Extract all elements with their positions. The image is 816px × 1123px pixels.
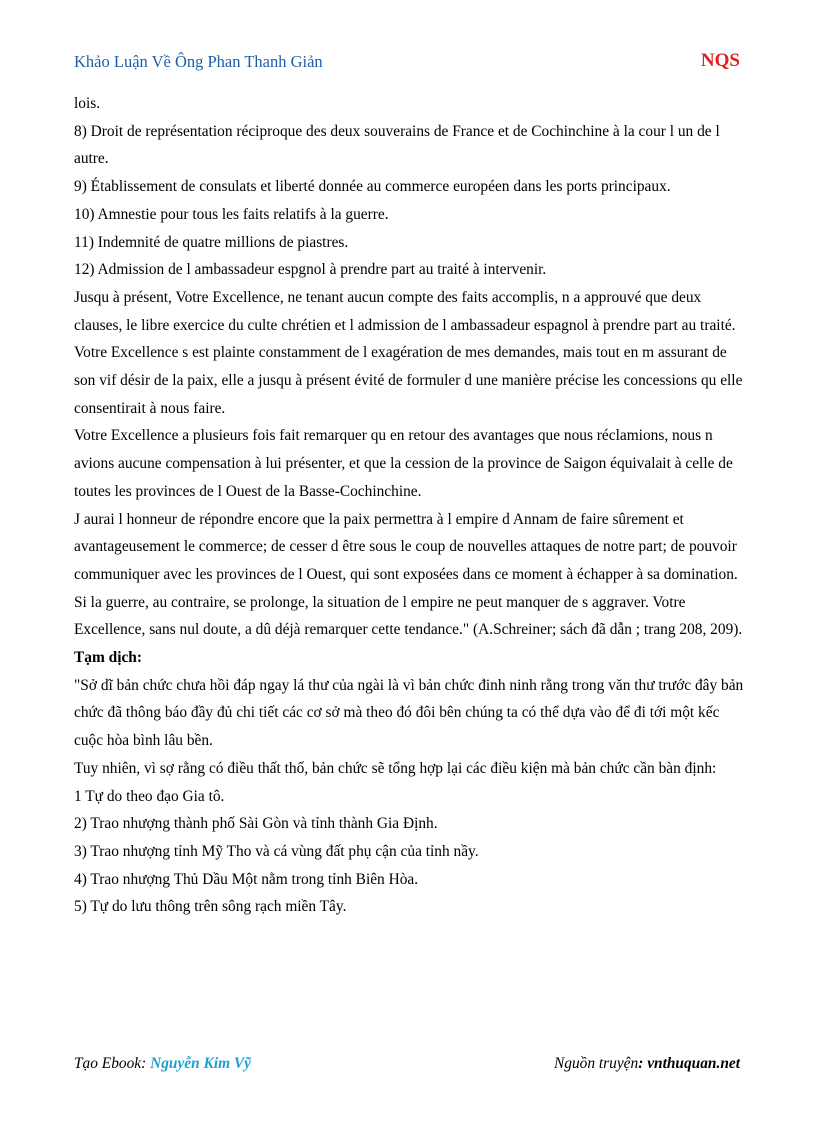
paragraph: 11) Indemnité de quatre millions de piastres. [74,233,349,251]
translation-paragraph: 2) Trao nhượng thành phố Sài Gòn và tỉnh thành Gia Định. [74,815,438,833]
footer-source-site: vnthuquan.net [647,1055,740,1072]
translation-paragraph: 1 Tự do theo đạo Gia tô. [74,787,225,805]
footer-source-separator: : [638,1055,648,1072]
footer-ebook-author: Nguyễn Kim Vỹ [150,1055,252,1072]
paragraph: Jusqu à présent, Votre Excellence, ne tenant aucun compte des faits accomplis, n a approuvé que deux clauses, le libre exercice du culte chrétien et l admission de l ambassadeur espagnol à prendre part au traité. [74,288,736,334]
footer-ebook-separator: : [141,1055,151,1072]
translation-paragraph: 3) Trao nhượng tỉnh Mỹ Tho và cá vùng đất phụ cận của tỉnh nầy. [74,842,479,860]
paragraph: lois. [74,95,101,112]
paragraph: 9) Établissement de consulats et liberté donnée au commerce européen dans les ports principaux. [74,178,671,196]
footer-source-label: Nguồn truyện [553,1055,639,1072]
header-brand: NQS [700,50,740,71]
translation-paragraph: "Sở dĩ bản chức chưa hồi đáp ngay lá thư của ngài là vì bản chức đinh ninh rằng trong văn thư trước đây bản chức đã thông báo đầy đủ chi tiết các cơ sở mà theo đó đôi bên chúng ta có thể dựa vào để đi tới một kếc cuộc hòa bình lâu bền. [74,676,744,750]
translation-heading: Tạm dịch: [74,649,142,667]
paragraph: Votre Excellence s est plainte constamment de l exagération de mes demandes, mais tout en m assurant de son vif désir de la paix, elle a jusqu à présent évité de formuler d une manière précise les concessions qu elle consentirait à nous faire. [74,344,743,417]
paragraph: 10) Amnestie pour tous les faits relatifs à la guerre. [74,205,389,223]
translation-paragraph: 4) Trao nhượng Thủ Dầu Một nằm trong tỉnh Biên Hòa. [74,870,419,888]
paragraph: Votre Excellence a plusieurs fois fait remarquer qu en retour des avantages que nous réclamions, nous n avions aucune compensation à lui présenter, et que la cession de la province de Saigon équivalait à celle de toutes les provinces de l Ouest de la Basse-Cochinchine. [74,427,733,500]
document-body [74,90,744,921]
paragraph: 8) Droit de représentation réciproque des deux souverains de France et de Cochinchine à la cour l un de l autre. [74,122,720,168]
footer-ebook-label: Tạo Ebook [74,1055,142,1072]
paragraph: Si la guerre, au contraire, se prolonge, la situation de l empire ne peut manquer de s aggraver. Votre Excellence, sans nul doute, a dû déjà remarquer cette tendance." (A.Schreiner; sách đã dẫn ; trang 208, 209). [74,593,743,639]
translation-paragraph: Tuy nhiên, vì sợ rằng có điều thất thố, bản chức sẽ tổng hợp lại các điều kiện mà bản chức cần bàn định: [74,759,717,777]
header-title: Khảo Luận Về Ông Phan Thanh Giản [74,52,323,71]
paragraph: J aurai l honneur de répondre encore que la paix permettra à l empire d Annam de faire sûrement et avantageusement le commerce; de cesser d être sous le coup de nouvelles attaques de notre part; de pouvoir communiquer avec les provinces de l Ouest, qui sont exposées dans ce moment à échapper à sa domination. [74,510,738,583]
translation-paragraph: 5) Tự do lưu thông trên sông rạch miền Tây. [74,898,347,916]
footer-source-credit [554,1055,740,1073]
paragraph: 12) Admission de l ambassadeur espgnol à prendre part au traité à intervenir. [74,261,547,279]
footer-ebook-credit [74,1055,251,1073]
